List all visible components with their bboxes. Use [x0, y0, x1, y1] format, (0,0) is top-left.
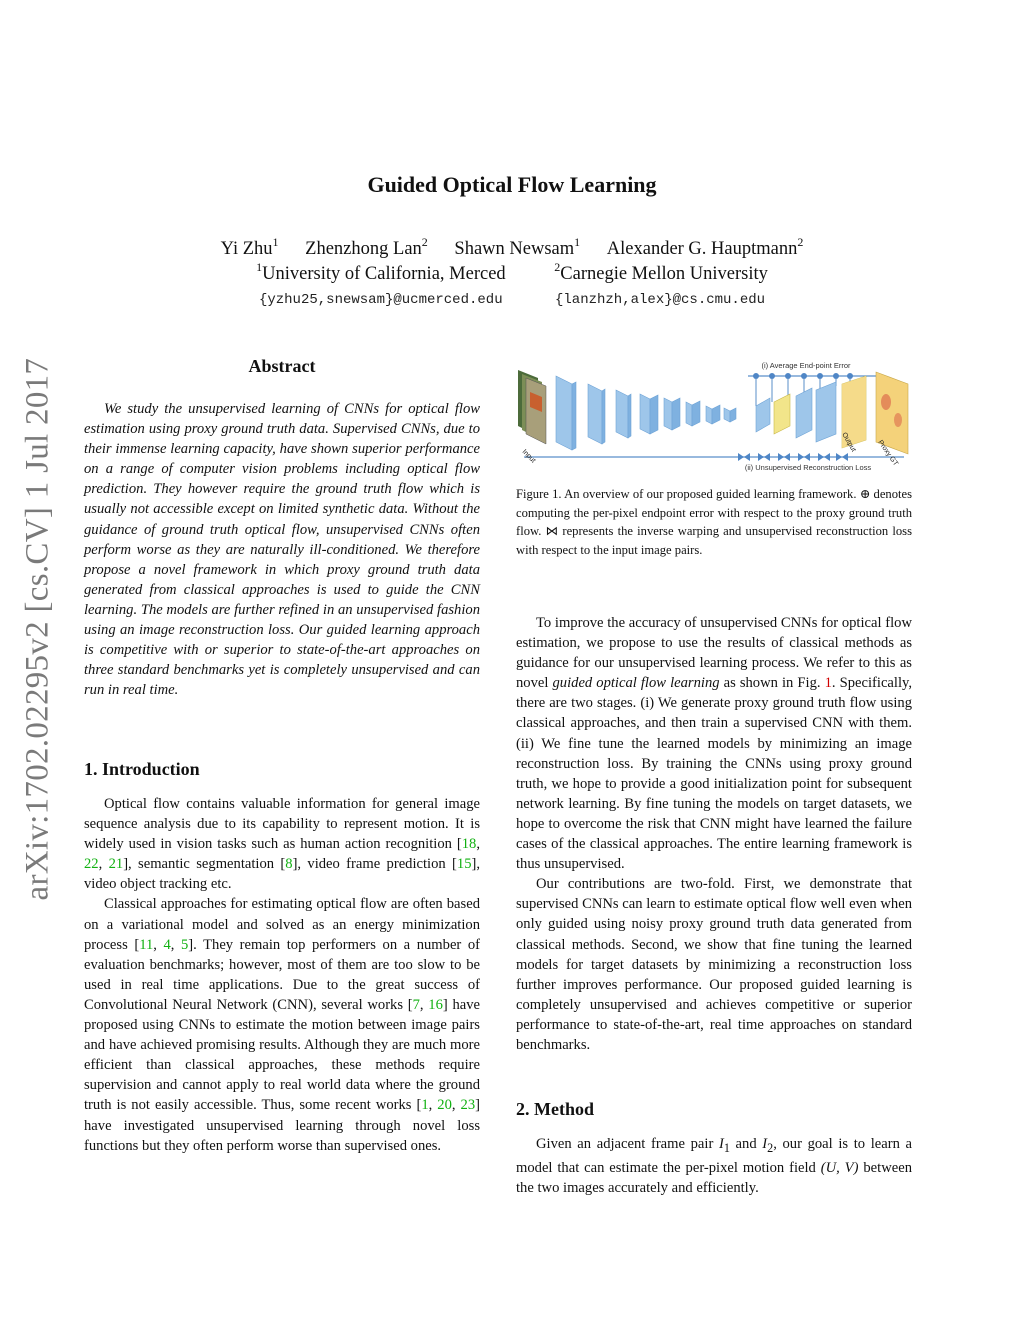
citation-link[interactable]: 18	[461, 836, 477, 853]
citation-link[interactable]: 23	[460, 1097, 476, 1114]
figure-label-output: Output	[840, 431, 857, 454]
body-paragraph: Given an adjacent frame pair $I_1$ and $I_2$, our goal is to learn a model that can estimate the per-pixel motion field (U, V) between the two images accurately and efficiently.	[516, 1136, 912, 1197]
paper-title: Guided Optical Flow Learning	[367, 172, 657, 197]
right-column-body	[516, 613, 912, 1055]
figure-1-caption: Figure 1. An overview of our proposed guided learning framework. ⊕ denotes computing the per-pixel endpoint error with respect to the proxy ground truth flow. ⋈ represents the inverse warping and unsupervised reconstruction loss with respect to the input image pairs.	[516, 487, 912, 557]
email: {yzhu25,snewsam}@ucmerced.edu	[258, 292, 503, 308]
affiliation: $^1$University of California, Merced	[256, 260, 506, 284]
citation-link[interactable]: 8	[285, 856, 293, 873]
arxiv-stamp: arXiv:1702.02295v2 [cs.CV] 1 Jul 2017	[19, 357, 56, 901]
citation-link[interactable]: 5	[181, 936, 189, 953]
intro-paragraph-2: Classical approaches for estimating optical flow are often based on a variational model and solved as an energy minimization process [11, 4, 5]. They remain top performers on a number of evaluation benchmarks; however, most of them are too slow to be used in real time applications. Due to the great success of Convolutional Neural Network (CNN), several works [7, 16] have proposed using CNNs to estimate the motion between image pairs and have achieved promising results. Although they are much more efficient than classical approaches, these methods require supervision and cannot apply to real world data where the ground truth is not easily accessible. Thus, some recent works [1, 20, 23] have investigated unsupervised learning through novel loss functions but they often perform worse than supervised ones.	[84, 896, 481, 1154]
citation-link[interactable]: 20	[437, 1097, 452, 1114]
citation-link[interactable]: 11	[139, 936, 154, 953]
citation-link[interactable]: 1	[421, 1097, 429, 1114]
figure-label-bottom: (ii) Unsupervised Reconstruction Loss	[744, 463, 872, 472]
affiliation-list	[0, 260, 1024, 285]
citation-link[interactable]: 15	[456, 856, 472, 873]
email-list	[0, 292, 1024, 308]
citation-link[interactable]: 4	[163, 936, 171, 953]
body-paragraph: To improve the accuracy of unsupervised CNNs for optical flow estimation, we propose to use the results of classical methods as guidance for our unsupervised learning process. We refer to this as novel guided optical flow learning as shown in Fig. 1. Specifically, there are two stages. (i) We generate proxy ground truth flow using classical approaches, and then train a supervised CNN with them. (ii) We fine tune the learned models by minimizing an image reconstruction loss. By training the CNNs using proxy ground truth, we hope to provide a good initialization point for subsequent network learning. By fine tuning the models on target datasets, we hope to overcome the risk that CNN might have learned the failure cases of the classical approaches. The entire learning framework is thus unsupervised.	[516, 615, 912, 873]
author-list	[0, 235, 1024, 260]
author: Yi Zhu$^1$	[220, 235, 279, 259]
citation-link[interactable]: 22	[84, 856, 99, 873]
figure-link[interactable]: 1	[824, 675, 832, 692]
input-image-stack	[518, 370, 546, 444]
citation-link[interactable]: 7	[412, 996, 420, 1013]
intro-heading: 1. Introduction	[84, 759, 200, 779]
intro-paragraph-1: Optical flow contains valuable information for general image sequence analysis due to its capability to represent motion. It is widely used in vision tasks such as human action recognition [18, 22, 21], semantic segmentation [8], video frame prediction [15], video object tracking etc.	[84, 796, 481, 893]
figure-label-top: (i) Average End-point Error	[761, 362, 851, 370]
figure-label-proxy: Proxy GT	[876, 439, 900, 468]
affiliation: $^2$Carnegie Mellon University	[554, 260, 768, 284]
method-heading: 2. Method	[516, 1099, 594, 1119]
citation-link[interactable]: 21	[108, 856, 124, 873]
intro-body	[84, 794, 480, 1156]
body-paragraph: Our contributions are two-fold. First, we demonstrate that supervised CNNs can learn to estimate optical flow well even when only guided using noisy proxy ground truth data generated from classical methods. Second, we show that fine tuning the learned models for target datasets by minimizing a reconstruction loss further improves performance. Our proposed guided learning is completely unsupervised and achieves competitive or superior performance to state-of-the-art, real time approaches on standard benchmarks.	[516, 876, 912, 1053]
email: {lanzhzh,alex}@cs.cmu.edu	[555, 292, 766, 308]
author: Zhenzhong Lan$^2$	[305, 235, 428, 259]
author: Alexander G. Hauptmann$^2$	[606, 235, 804, 259]
plus-symbol: ⊕	[859, 487, 871, 501]
abstract-text: We study the unsupervised learning of CNNs for optical flow estimation using proxy ground truth data. Supervised CNNs, due to their immense learning capacity, have shown superior performance on a range of computer vision problems including optical flow prediction. They however require the ground truth flow which is usually not accessible except on limited synthetic data. Without the guidance of ground truth optical flow, unsupervised CNNs often perform worse as they are naturally ill-conditioned. We therefore propose a novel framework in which proxy ground truth data generated from classical approaches is used to guide the CNN learning. The models are further refined in an unsupervised fashion using an image reconstruction loss. Our guided learning approach is competitive with or superior to state-of-the-art approaches on three standard benchmarks yet is completely unsupervised and can run in real time.	[84, 401, 480, 699]
figure-label-input: Input	[520, 448, 537, 465]
citation-link[interactable]: 16	[428, 996, 443, 1013]
bowtie-symbol: ⋈	[545, 524, 559, 538]
author: Shawn Newsam$^1$	[454, 235, 581, 259]
method-body	[516, 1134, 912, 1198]
figure-1-diagram	[516, 362, 916, 474]
abstract-heading: Abstract	[248, 356, 316, 376]
